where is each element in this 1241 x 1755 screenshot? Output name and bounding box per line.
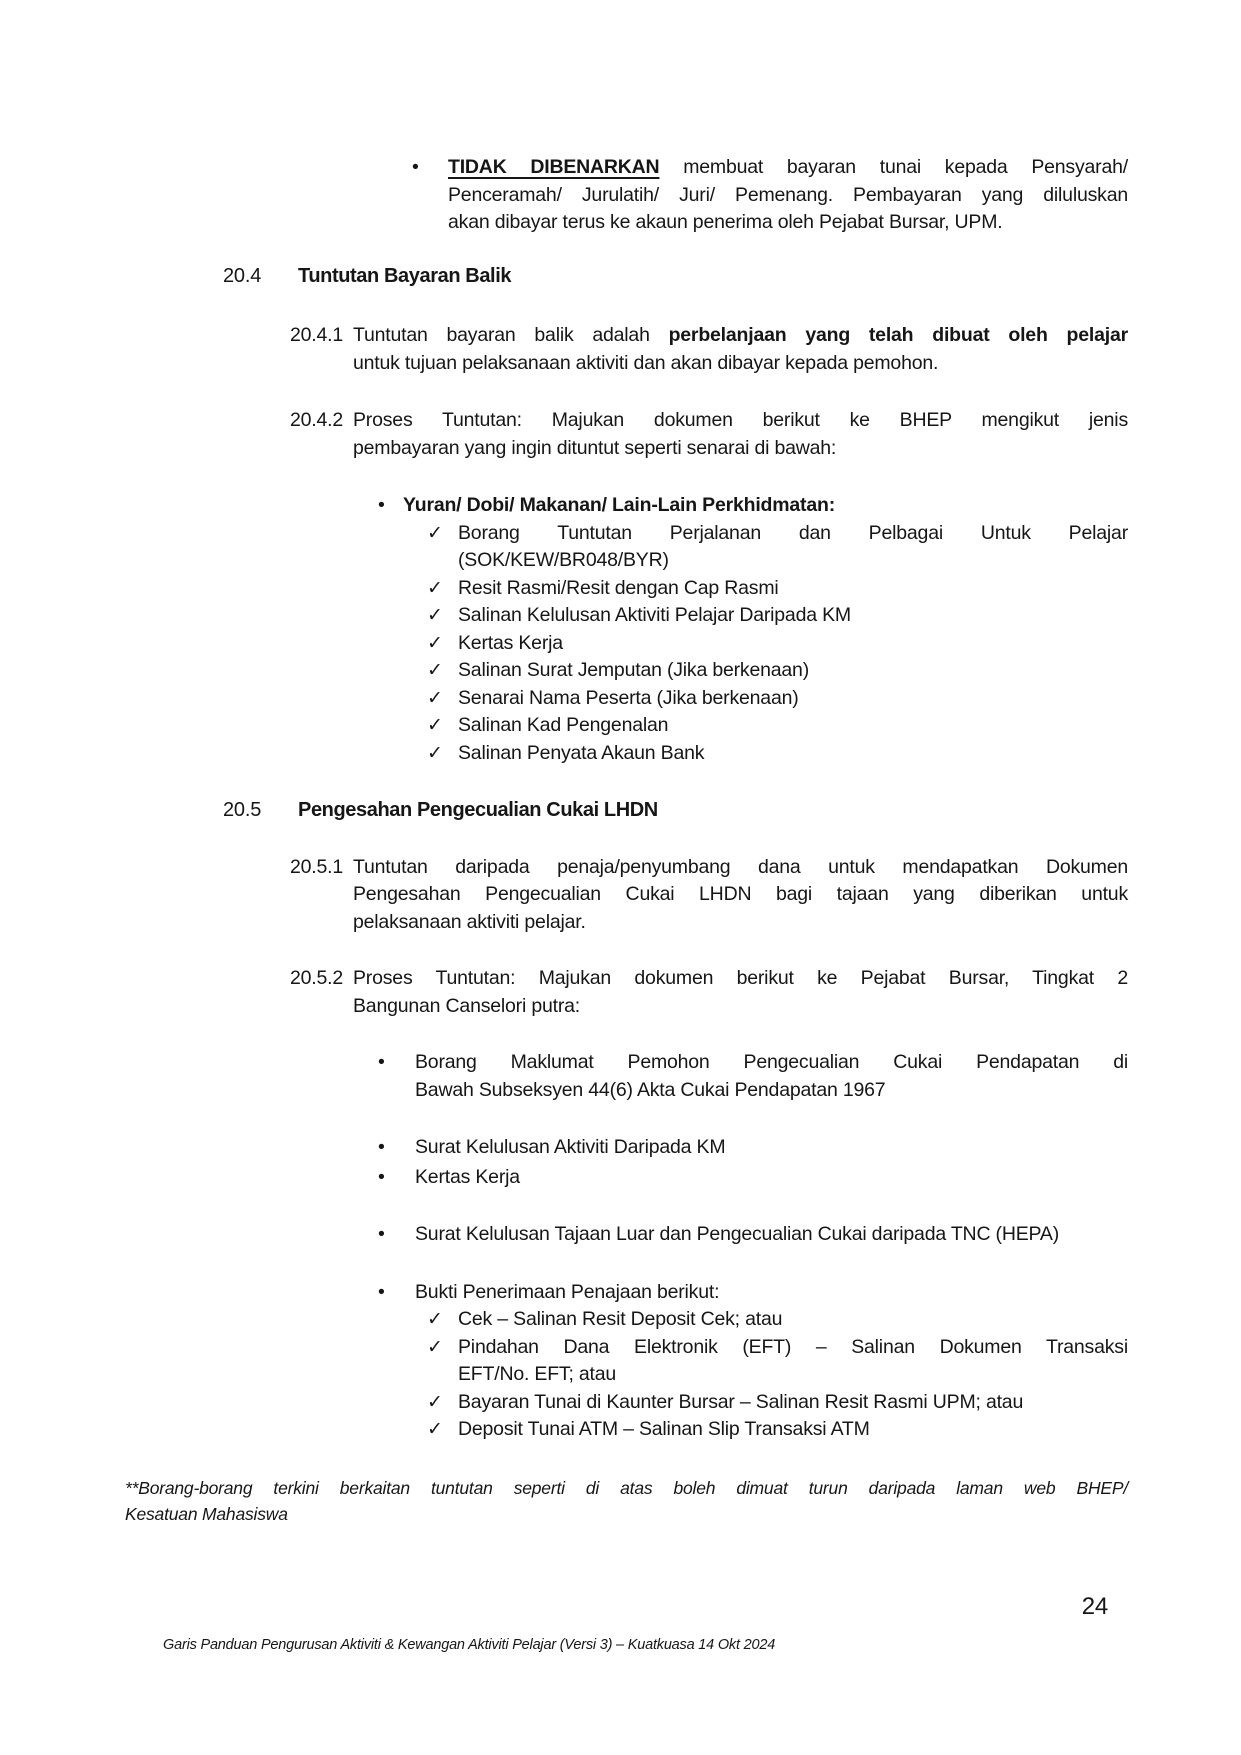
check-icon: ✓ bbox=[427, 660, 443, 681]
checklist-item-line-2: EFT/No. EFT; atau bbox=[458, 1363, 617, 1385]
section-heading-20-4 bbox=[223, 263, 1241, 291]
checklist-item-text: Cek – Salinan Resit Deposit Cek; atau bbox=[458, 1308, 783, 1330]
check-icon: ✓ bbox=[427, 632, 443, 654]
checklist-item-text: Bayaran Tunai di Kaunter Bursar – Salinan Resit Rasmi UPM; atau bbox=[458, 1390, 1024, 1413]
intro-line-1-rest: membuat bayaran tunai kepada Pensyarah/ bbox=[659, 156, 1128, 178]
bursar-doc-item bbox=[378, 1164, 1128, 1192]
bursar-doc-text: Surat Kelulusan Tajaan Luar dan Pengecualian Cukai daripada TNC (HEPA) bbox=[415, 1223, 1059, 1245]
checklist-item-text: Resit Rasmi/Resit dengan Cap Rasmi bbox=[458, 576, 779, 599]
clause-line-1 bbox=[353, 322, 1128, 350]
clause-line-1: Proses Tuntutan: Majukan dokumen berikut ke BHEP mengikut jenis bbox=[353, 409, 1128, 431]
intro-lead-text: TIDAK DIBENARKAN bbox=[448, 156, 660, 178]
section-title: Tuntutan Bayaran Balik bbox=[298, 264, 512, 287]
checklist-item bbox=[427, 602, 1128, 630]
checklist-item-text: Deposit Tunai ATM – Salinan Slip Transaksi ATM bbox=[458, 1418, 870, 1440]
checklist-item-text: Salinan Kelulusan Aktiviti Pelajar Daripada KM bbox=[458, 604, 851, 626]
clause-20-4-1-pre: Tuntutan bayaran balik adalah bbox=[353, 324, 669, 346]
checklist-item-line-2: (SOK/KEW/BR048/BYR) bbox=[458, 549, 669, 571]
clause-number: 20.5.2 bbox=[290, 967, 344, 989]
clause-line-2: Pengesahan Pengecualian Cukai LHDN bagi tajaan yang diberikan untuk bbox=[353, 883, 1128, 905]
bullet-icon: • bbox=[378, 1165, 385, 1188]
bursar-doc-item bbox=[378, 1221, 1128, 1249]
check-icon: ✓ bbox=[427, 742, 443, 764]
clause-line-2: untuk tujuan pelaksanaan aktiviti dan akan dibayar kepada pemohon. bbox=[353, 351, 939, 374]
check-icon: ✓ bbox=[427, 605, 443, 626]
clause-number: 20.4.2 bbox=[290, 409, 344, 431]
claim-category-title: Yuran/ Dobi/ Makanan/ Lain-Lain Perkhidmatan: bbox=[403, 494, 835, 516]
bursar-doc-line-1: Borang Maklumat Pemohon Pengecualian Cukai Pendapatan di bbox=[415, 1051, 1128, 1073]
checklist-item bbox=[427, 1306, 1128, 1334]
intro-line-3: akan dibayar terus ke akaun penerima oleh Pejabat Bursar, UPM. bbox=[448, 211, 1003, 233]
bursar-doc-item bbox=[378, 1049, 1128, 1104]
clause-line-2: pembayaran yang ingin dituntut seperti senarai di bawah: bbox=[353, 436, 837, 459]
intro-paragraph bbox=[448, 154, 1128, 237]
bursar-doc-text: Surat Kelulusan Aktiviti Daripada KM bbox=[415, 1136, 726, 1158]
checklist-item bbox=[427, 1334, 1128, 1389]
bullet-icon: • bbox=[378, 1223, 385, 1245]
checklist-item-text: Kertas Kerja bbox=[458, 631, 563, 654]
clause-line-1: Tuntutan daripada penaja/penyumbang dana untuk mendapatkan Dokumen bbox=[353, 855, 1128, 878]
checklist-item-text: Senarai Nama Peserta (Jika berkenaan) bbox=[458, 686, 799, 709]
clause-number: 20.5.1 bbox=[290, 855, 344, 878]
checklist-item bbox=[427, 657, 1128, 685]
checklist-item-line-1: Pindahan Dana Elektronik (EFT) – Salinan Dokumen Transaksi bbox=[458, 1335, 1128, 1358]
clause-20-4-2 bbox=[290, 407, 1128, 462]
intro-bullet-item bbox=[412, 154, 1128, 237]
claim-category-item bbox=[378, 492, 1128, 520]
clause-20-5-1 bbox=[290, 854, 1128, 937]
checklist-item-text bbox=[458, 1334, 1128, 1389]
clause-number: 20.4.1 bbox=[290, 324, 344, 346]
check-icon: ✓ bbox=[427, 577, 443, 599]
bursar-doc-text bbox=[415, 1049, 1128, 1104]
checklist-item-line-1: Borang Tuntutan Perjalanan dan Pelbagai Untuk Pelajar bbox=[458, 521, 1128, 544]
section-number: 20.5 bbox=[223, 799, 262, 821]
bursar-doc-line-2: Bawah Subseksyen 44(6) Akta Cukai Pendapatan 1967 bbox=[415, 1078, 886, 1101]
footnote-line-1: **Borang-borang terkini berkaitan tuntutan seperti di atas boleh dimuat turun daripada laman web BHEP/ bbox=[125, 1477, 1128, 1498]
checklist-item-text: Salinan Penyata Akaun Bank bbox=[458, 741, 705, 764]
clause-20-5-2 bbox=[290, 965, 1128, 1020]
clause-text bbox=[353, 407, 1128, 462]
bullet-icon: • bbox=[378, 1280, 385, 1303]
clause-text bbox=[353, 965, 1128, 1020]
section-title: Pengesahan Pengecualian Cukai LHDN bbox=[298, 799, 658, 821]
checklist-item bbox=[427, 520, 1128, 575]
bursar-doc-text: Kertas Kerja bbox=[415, 1165, 520, 1188]
check-icon: ✓ bbox=[427, 1419, 443, 1440]
page-footer: Garis Panduan Pengurusan Aktiviti & Kewangan Aktiviti Pelajar (Versi 3) – Kuatkuasa 14 Okt 2024 bbox=[163, 1636, 776, 1653]
page-number: 24 bbox=[1081, 1592, 1108, 1620]
checklist-item bbox=[427, 1416, 1128, 1444]
checklist-item-text: Salinan Kad Pengenalan bbox=[458, 714, 669, 736]
checklist-item-text: Salinan Surat Jemputan (Jika berkenaan) bbox=[458, 659, 809, 681]
proof-list-item bbox=[378, 1279, 1128, 1307]
clause-line-1: Proses Tuntutan: Majukan dokumen berikut ke Pejabat Bursar, Tingkat 2 bbox=[353, 967, 1128, 989]
clause-text bbox=[353, 854, 1128, 937]
checklist-item bbox=[427, 712, 1128, 740]
footnote bbox=[125, 1475, 1128, 1527]
check-icon: ✓ bbox=[427, 687, 443, 709]
checklist-item-text bbox=[458, 520, 1128, 575]
checklist-item bbox=[427, 740, 1128, 768]
bullet-icon: • bbox=[378, 1051, 385, 1073]
bursar-doc-item bbox=[378, 1134, 1128, 1162]
bullet-icon: • bbox=[412, 156, 419, 178]
check-icon: ✓ bbox=[427, 522, 443, 544]
clause-line-3: pelaksanaan aktiviti pelajar. bbox=[353, 910, 586, 933]
footnote-line-2: Kesatuan Mahasiswa bbox=[125, 1503, 288, 1524]
check-icon: ✓ bbox=[427, 1309, 443, 1330]
checklist-item bbox=[427, 575, 1128, 603]
check-icon: ✓ bbox=[427, 1391, 443, 1413]
clause-20-4-1 bbox=[290, 322, 1128, 377]
check-icon: ✓ bbox=[427, 1336, 443, 1358]
proof-list-title: Bukti Penerimaan Penajaan berikut: bbox=[415, 1280, 720, 1303]
checklist-item bbox=[427, 630, 1128, 658]
clause-text bbox=[353, 322, 1128, 377]
section-number: 20.4 bbox=[223, 264, 262, 287]
checklist-item bbox=[427, 1389, 1128, 1417]
clause-20-4-1-bold: perbelanjaan yang telah dibuat oleh pelajar bbox=[668, 324, 1128, 346]
checklist-item bbox=[427, 685, 1128, 713]
intro-line-1 bbox=[448, 154, 1128, 182]
intro-line-2: Penceramah/ Jurulatih/ Juri/ Pemenang. Pembayaran yang diluluskan bbox=[448, 183, 1128, 206]
bullet-icon: • bbox=[378, 1136, 385, 1158]
bullet-icon: • bbox=[378, 494, 385, 516]
section-heading-20-5 bbox=[223, 797, 1241, 825]
check-icon: ✓ bbox=[427, 715, 443, 736]
clause-line-2: Bangunan Canselori putra: bbox=[353, 994, 580, 1017]
